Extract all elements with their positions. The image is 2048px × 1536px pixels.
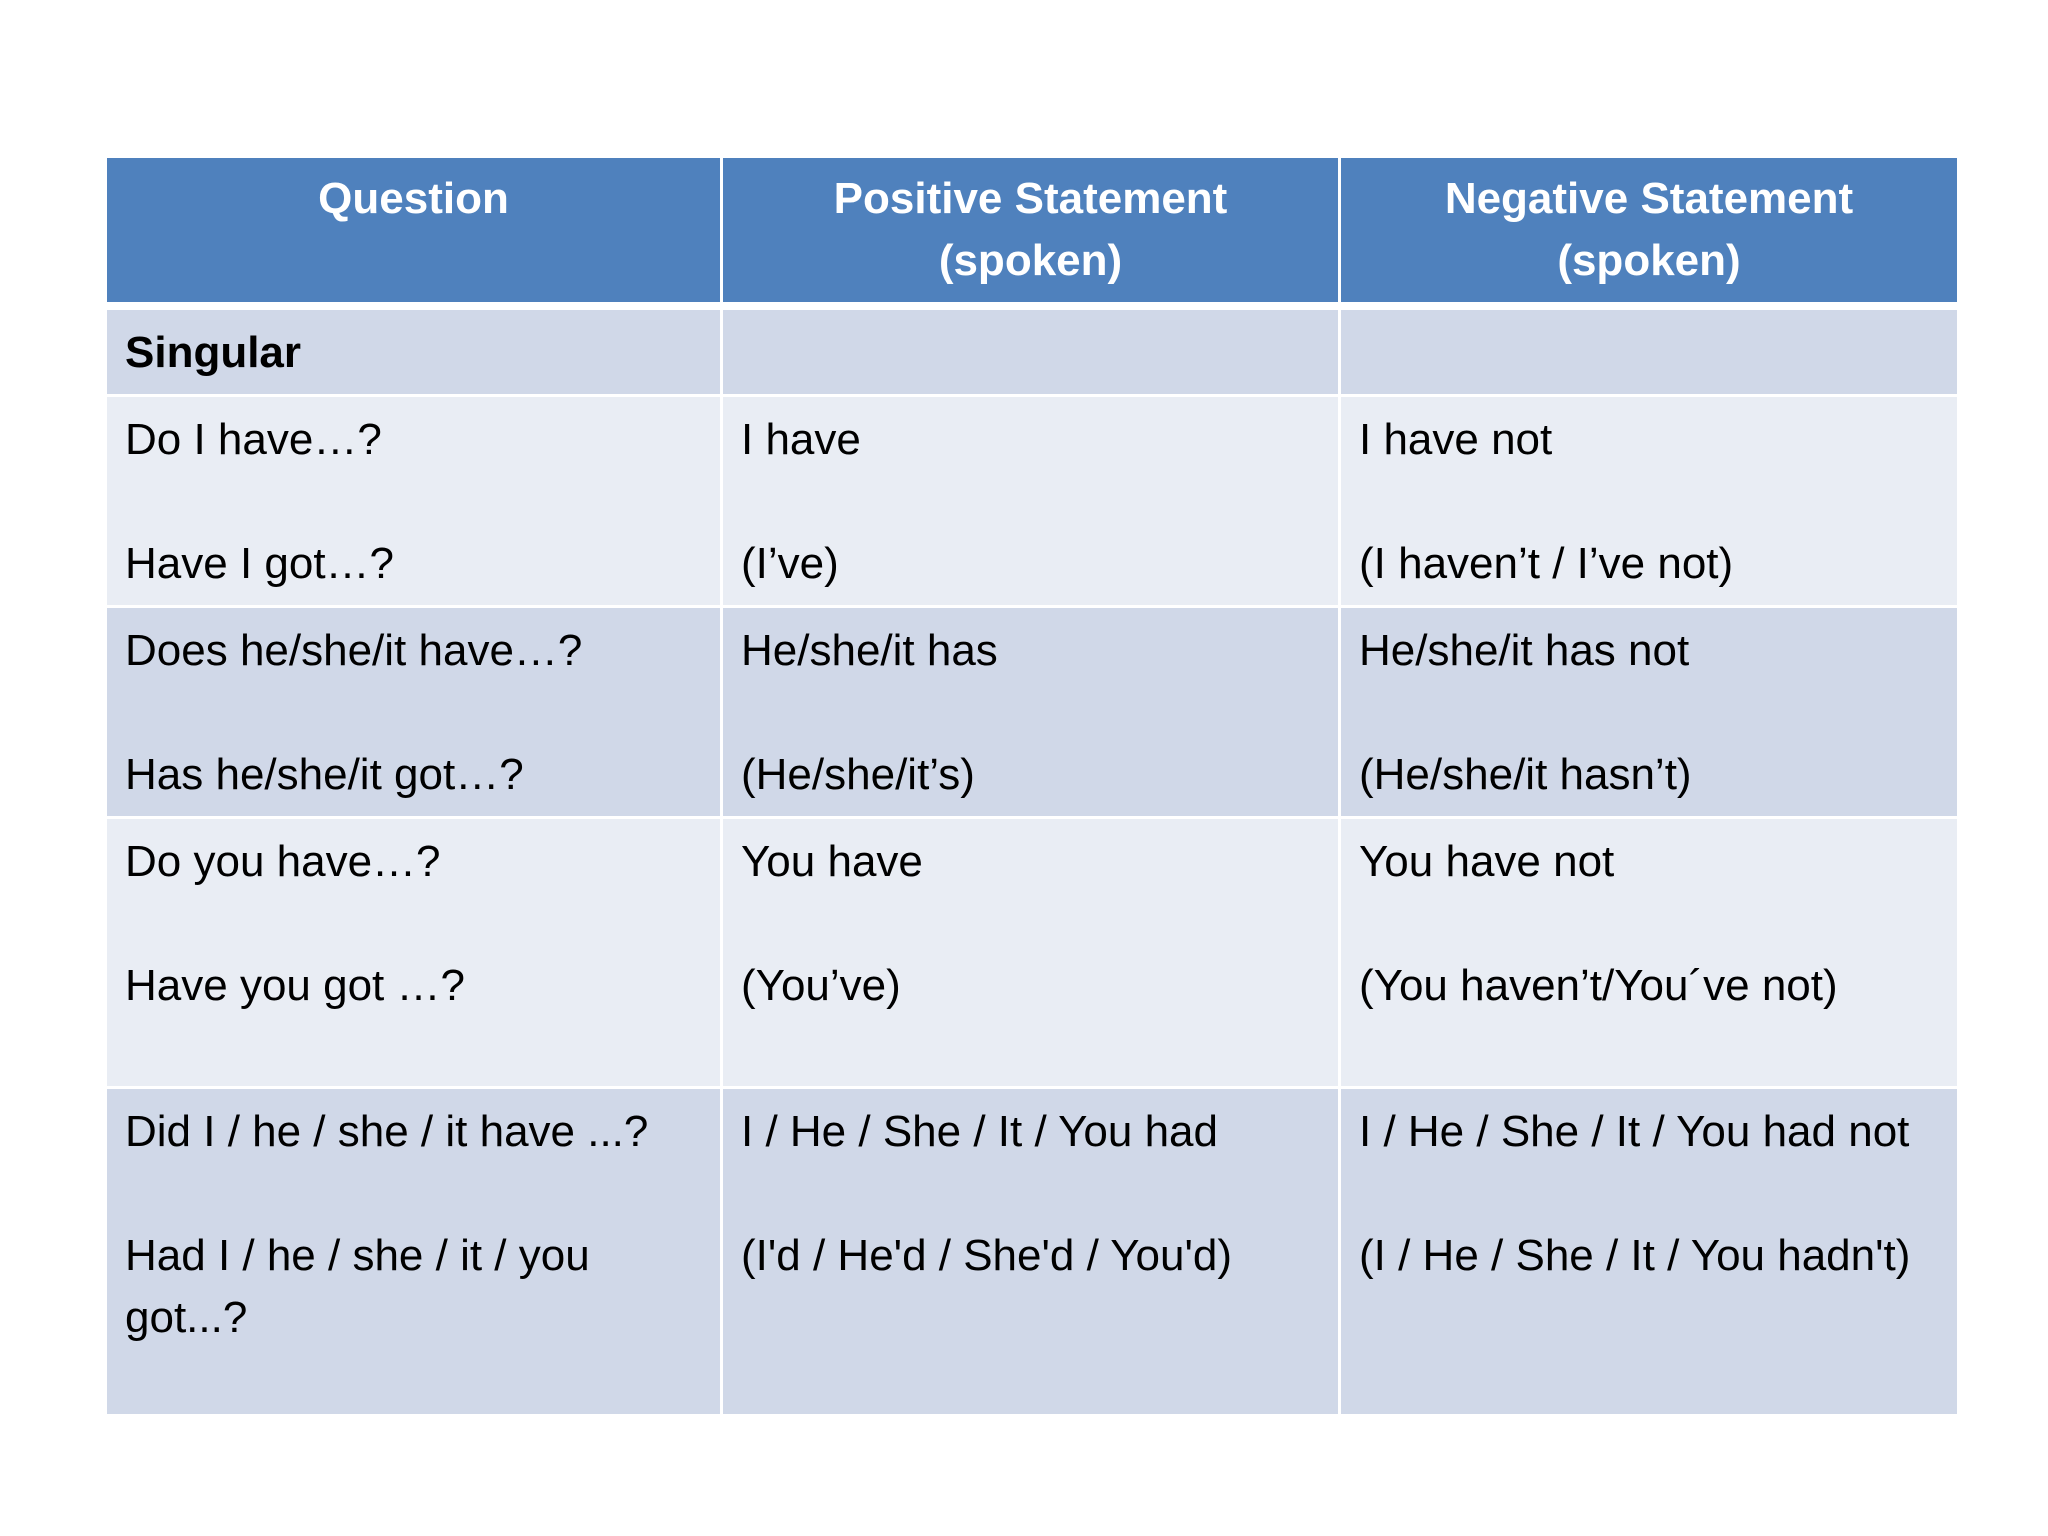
negative-cell	[1340, 818, 1959, 1088]
negative-line: I have not	[1359, 415, 1553, 464]
question-cell	[106, 818, 722, 1088]
negative-cell	[1340, 396, 1959, 607]
negative-line: (I haven’t / I’ve not)	[1359, 539, 1734, 588]
question-line: Has he/she/it got…?	[125, 750, 524, 799]
section-empty-cell	[722, 306, 1340, 396]
positive-line: (You’ve)	[741, 961, 901, 1010]
question-line: Had I / he / she / it / you got...?	[125, 1231, 590, 1342]
table-row	[106, 396, 1959, 607]
positive-cell	[722, 1088, 1340, 1416]
table-row	[106, 607, 1959, 818]
positive-line: (I'd / He'd / She'd / You'd)	[741, 1231, 1233, 1280]
positive-line: He/she/it has	[741, 626, 998, 675]
positive-line: (I’ve)	[741, 539, 839, 588]
question-cell	[106, 607, 722, 818]
table-row	[106, 818, 1959, 1088]
question-line: Do you have…?	[125, 837, 441, 886]
header-row	[106, 157, 1959, 307]
negative-line: He/she/it has not	[1359, 626, 1690, 675]
table-row	[106, 1088, 1959, 1416]
section-label-cell	[106, 306, 722, 396]
section-label: Singular	[125, 328, 302, 377]
question-line: Have you got …?	[125, 961, 465, 1010]
section-row-singular	[106, 306, 1959, 396]
negative-line: (He/she/it hasn’t)	[1359, 750, 1692, 799]
question-cell	[106, 1088, 722, 1416]
positive-line: (He/she/it’s)	[741, 750, 975, 799]
header-positive-statement: Positive Statement (spoken)	[722, 157, 1340, 307]
question-line: Do I have…?	[125, 415, 382, 464]
section-empty-cell	[1340, 306, 1959, 396]
negative-line: You have not	[1359, 837, 1615, 886]
question-line: Did I / he / she / it have ...?	[125, 1107, 649, 1156]
header-negative-statement: Negative Statement (spoken)	[1340, 157, 1959, 307]
negative-line: I / He / She / It / You had not	[1359, 1107, 1910, 1156]
question-line: Does he/she/it have…?	[125, 626, 583, 675]
negative-line: (I / He / She / It / You hadn't)	[1359, 1231, 1911, 1280]
positive-line: I have	[741, 415, 861, 464]
negative-cell	[1340, 1088, 1959, 1416]
positive-line: I / He / She / It / You had	[741, 1107, 1218, 1156]
header-question: Question	[106, 157, 722, 307]
negative-line: (You haven’t/You´ve not)	[1359, 961, 1838, 1010]
positive-cell	[722, 607, 1340, 818]
question-line: Have I got…?	[125, 539, 395, 588]
grammar-table	[104, 155, 1960, 1417]
positive-cell	[722, 396, 1340, 607]
question-cell	[106, 396, 722, 607]
negative-cell	[1340, 607, 1959, 818]
positive-cell	[722, 818, 1340, 1088]
positive-line: You have	[741, 837, 923, 886]
